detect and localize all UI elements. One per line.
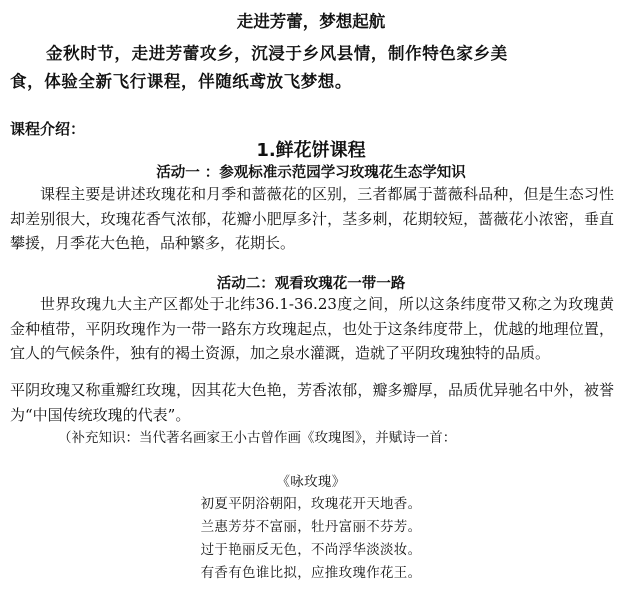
activity-1-body: 课程主要是讲述玫瑰花和月季和蔷薇花的区别，三者都属于蔷薇科品种，但是生态习性却差别很大，玫瑰花香气浓郁，花瓣小肥厚多汁，茎多刺，花期较短，蔷薇花小浓密，垂直攀援，月季花大色艳，品种繁多，花期长。 bbox=[10, 185, 614, 252]
poem-line: 初夏平阴浴朝阳，玫瑰花开天地香。 bbox=[200, 496, 422, 512]
course-heading: 1.鲜花饼课程 bbox=[256, 140, 366, 161]
activity-2-body-2: 平阴玫瑰又称重瓣红玫瑰，因其花大色艳，芳香浓郁，瓣多瓣厚，品质优异驰名中外，被誉为“中国传统玫瑰的代表”。 bbox=[10, 381, 614, 424]
activity-1-title: 活动一 ：参观标准示范园学习玫瑰花生态学知识 bbox=[156, 164, 466, 181]
poem-line: 有香有色谁比拟，应推玫瑰作花王。 bbox=[200, 565, 422, 581]
course-intro-label: 课程介绍： bbox=[10, 120, 86, 138]
activity-2-body-1: 世界玫瑰九大主产区都处于北纬36.1-36.23度之间，所以这条纬度带又称之为玫瑰黄金种植带，平阴玫瑰作为一带一路东方玫瑰起点，也处于这条纬度带上，优越的地理位置，宜人的气候条件，独有的褐土资源，加之泉水灌溉，造就了平阴玫瑰独特的品质。 bbox=[10, 295, 614, 362]
poem-line: 过于艳丽反无色，不尚浮华淡淡妆。 bbox=[200, 542, 422, 558]
activity-2-title: 活动二：观看玫瑰花一带一路 bbox=[216, 275, 406, 292]
poem-title: 《咏玫瑰》 bbox=[276, 474, 346, 490]
intro-line-1: 金秋时节，走进芳蕾攻乡，沉浸于乡风县情，制作特色家乡美 bbox=[46, 44, 508, 63]
document-title: 走进芳蕾，梦想起航 bbox=[236, 12, 386, 31]
supplement-note: （补充知识：当代著名画家王小古曾作画《玫瑰图》，并赋诗一首： bbox=[58, 430, 457, 446]
intro-line-2: 食，体验全新飞行课程，伴随纸鸢放飞梦想。 bbox=[10, 72, 352, 91]
poem-line: 兰惠芳芬不富丽，牡丹富丽不芬芳。 bbox=[200, 519, 422, 535]
